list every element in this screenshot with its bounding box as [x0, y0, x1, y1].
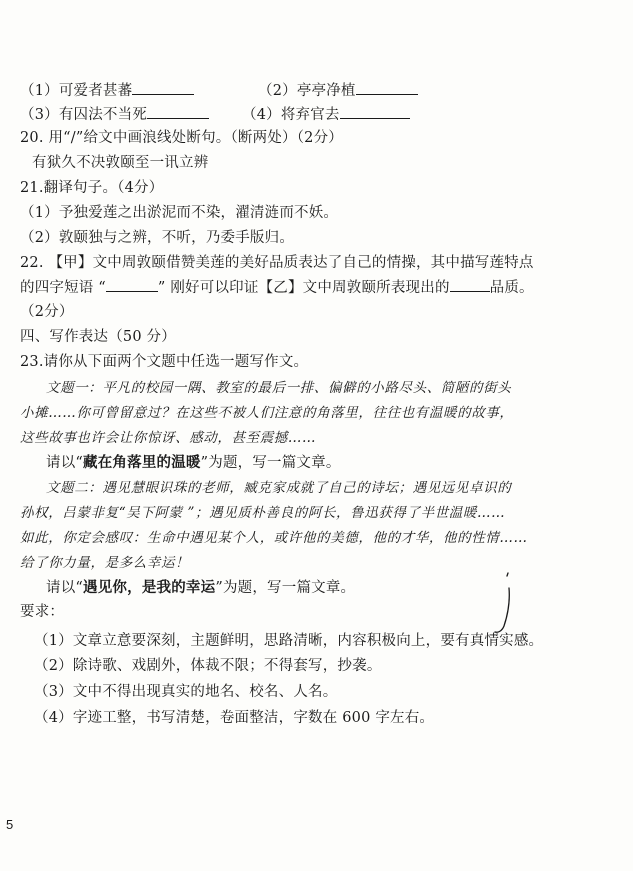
requirement-4: （4）字迹工整，书写清楚，卷面整洁，字数在 600 字左右。: [34, 710, 435, 726]
q21-sentence-1: （1）予独爱莲之出淤泥而不染，濯清涟而不妖。: [20, 205, 339, 221]
q20-sentence: 有狱久不决敦颐至一讯立辨: [32, 155, 209, 171]
pen-mark: [490, 570, 520, 640]
topic2-line-1: 文题二：遇见慧眼识珠的老师，臧克家成就了自己的诗坛；遇见远见卓识的: [46, 480, 512, 496]
topic2-prompt: 请以“遇见你，是我的幸运”为题，写一篇文章。: [46, 579, 356, 596]
topic2-line-2: 孙权，吕蒙非复“吴下阿蒙 ”；遇见质朴善良的阿长，鲁迅获得了半世温暖……: [20, 505, 506, 521]
vocab-q1: （1）可爱者甚蕃: [20, 80, 194, 101]
q20-question: 20. 用“/”给文中画浪线处断句。（断两处）（2分）: [20, 130, 344, 146]
topic1-line-3: 这些故事也许会让你惊讶、感动，甚至震撼……: [20, 430, 317, 446]
answer-blank[interactable]: [340, 104, 410, 119]
q22-line-1: 22. 【甲】文中周敦颐借赞美莲的美好品质表达了自己的情操，其中描写莲特点: [20, 255, 534, 271]
q21-sentence-2: （2）敦颐独与之辨，不听，乃委手版归。: [20, 230, 295, 246]
vocab-q2: （2）亭亭净植: [258, 80, 418, 101]
q22-points: （2分）: [20, 304, 74, 320]
answer-blank[interactable]: [132, 80, 194, 95]
answer-blank[interactable]: [147, 104, 209, 119]
topic2-line-3: 如此，你定会感叹：生命中遇见某个人，或许他的美德，他的才华，他的性情……: [20, 530, 528, 546]
q23-question: 23.请你从下面两个文题中任选一题写作文。: [20, 354, 309, 370]
requirement-3: （3）文中不得出现真实的地名、校名、人名。: [34, 684, 338, 700]
answer-blank[interactable]: [450, 277, 490, 292]
topic1-line-2: 小摊……你可曾留意过？在这些不被人们注意的角落里，往往也有温暖的故事，: [20, 405, 514, 421]
topic1-prompt: 请以“藏在角落里的温暖”为题，写一篇文章。: [46, 454, 341, 471]
answer-blank[interactable]: [106, 277, 158, 292]
q21-question: 21.翻译句子。（4分）: [20, 180, 164, 196]
topic1-title: 藏在角落里的温暖: [83, 454, 201, 471]
topic1-line-1: 文题一：平凡的校园一隅、教室的最后一排、偏僻的小路尽头、简陋的街头: [46, 380, 512, 396]
requirement-2: （2）除诗歌、戏剧外，体裁不限；不得套写，抄袭。: [34, 658, 382, 674]
topic2-line-4: 给了你力量，是多么幸运！: [20, 555, 190, 571]
page-number: 5: [6, 817, 14, 832]
requirement-1: （1）文章立意要深刻，主题鲜明，思路清晰，内容积极向上，要有真情实感。: [34, 633, 544, 649]
vocab-q4: （4）将弃官去: [242, 104, 410, 125]
vocab-q3: （3）有囚法不当死: [20, 104, 209, 125]
answer-blank[interactable]: [356, 80, 418, 95]
topic2-title: 遇见你，是我的幸运: [83, 579, 216, 596]
requirements-title: 要求：: [20, 604, 65, 620]
q22-line-2: 的四字短语 “ ” 刚好可以印证【乙】文中周敦颐所表现出的 品质。: [20, 277, 534, 298]
section-title: 四、写作表达（50 分）: [20, 329, 176, 345]
